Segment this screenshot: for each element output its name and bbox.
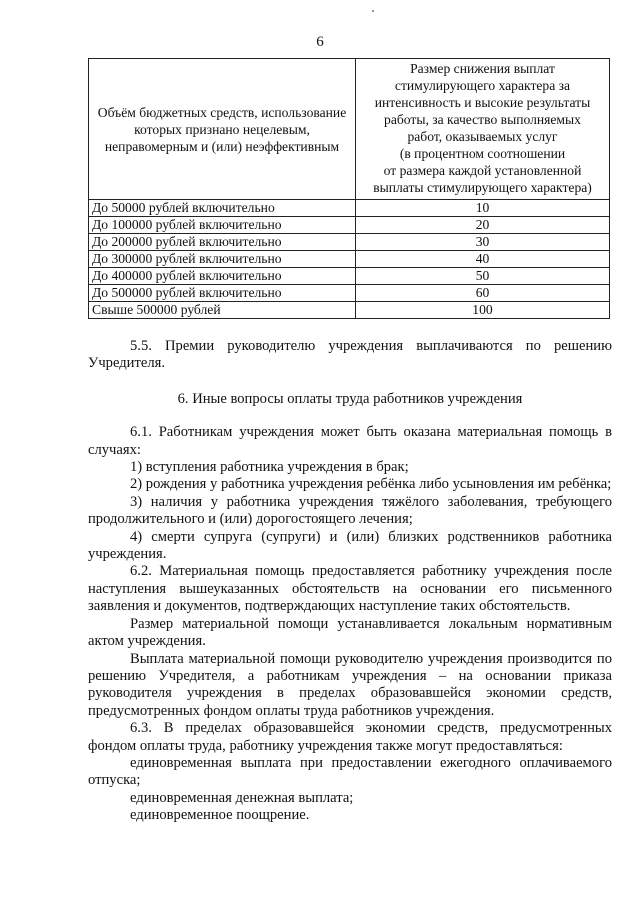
header-reduction-size [356,59,610,200]
list-item: 3) наличия у работника учреждения тяжёлого заболевания, требующего продолжительного и (или) дорогостоящего лечения; [88,493,612,528]
amount-cell: До 400000 рублей включительно [89,268,356,285]
reduction-table [88,58,610,319]
header-line: стимулирующего характера за [394,78,571,93]
paragraph-aid-size: Размер материальной помощи устанавливается локальным нормативным актом учреждения. [88,615,612,650]
list-item: 1) вступления работника учреждения в брак; [130,459,409,476]
list-item: единовременная денежная выплата; [130,789,354,806]
header-line: работы, за качество выполняемых [384,112,581,127]
percent-cell: 100 [356,302,610,319]
header-budget-funds: Объём бюджетных средств, использование которых признано нецелевым, неправомерным и (или) неэффективным [89,59,356,200]
amount-cell: До 300000 рублей включительно [89,251,356,268]
percent-cell: 50 [356,268,610,285]
amount-cell: До 200000 рублей включительно [89,234,356,251]
paragraph-6-3: 6.3. В пределах образовавшейся экономии средств, предусмотренных фондом оплаты труда, работнику учреждения также могут предоставляться: [88,720,612,754]
table-row [89,200,610,217]
section-6-title: 6. Иные вопросы оплаты труда работников учреждения [177,390,523,407]
table-header-row [89,59,610,200]
header-line: от размера каждой установленной [383,163,582,178]
paragraph-5-5: 5.5. Премии руководителю учреждения выплачиваются по решению Учредителя. [88,338,612,372]
paragraph-aid-payment: Выплата материальной помощи руководителю учреждения производится по решению Учредителя, а работникам учреждения – на основании приказа руководителя учреждения в пределах образовавшейся экономии средств, предусмотренных фондом оплаты труда работников учреждения. [88,650,612,719]
header-line: (в процентном соотношении [399,146,566,161]
amount-cell: До 50000 рублей включительно [89,200,356,217]
table-row [89,234,610,251]
table-row [89,302,610,319]
percent-cell: 20 [356,217,610,234]
percent-cell: 10 [356,200,610,217]
amount-cell: До 500000 рублей включительно [89,285,356,302]
percent-cell: 60 [356,285,610,302]
header-line: интенсивность и высокие результаты [374,95,591,110]
scan-speck [372,10,374,12]
table-row [89,217,610,234]
percent-cell: 30 [356,234,610,251]
table-row [89,251,610,268]
list-item: 4) смерти супруга (супруги) и (или) близких родственников работника учреждения. [88,528,612,563]
document-body [88,338,612,825]
percent-cell: 40 [356,251,610,268]
paragraph-6-1: 6.1. Работникам учреждения может быть оказана материальная помощь в случаях: [88,424,612,458]
page-number: 6 [316,34,324,50]
header-line: Размер снижения выплат [410,61,555,76]
table-row [89,285,610,302]
paragraph-6-2: 6.2. Материальная помощь предоставляется работнику учреждения после наступления вышеуказанных обстоятельств на основании его письменного заявления и документов, подтверждающих наступление таких обстоятельств. [88,563,612,615]
amount-cell: Свыше 500000 рублей [89,302,356,319]
list-item: единовременное поощрение. [130,807,310,824]
table-row [89,268,610,285]
list-item: единовременная выплата при предоставлении ежегодного оплачиваемого отпуска; [88,754,612,789]
list-item: 2) рождения у работника учреждения ребёнка либо усыновления им ребёнка; [130,476,612,493]
amount-cell: До 100000 рублей включительно [89,217,356,234]
header-line: выплаты стимулирующего характера) [373,180,592,195]
header-line: работ, оказываемых услуг [407,129,558,144]
